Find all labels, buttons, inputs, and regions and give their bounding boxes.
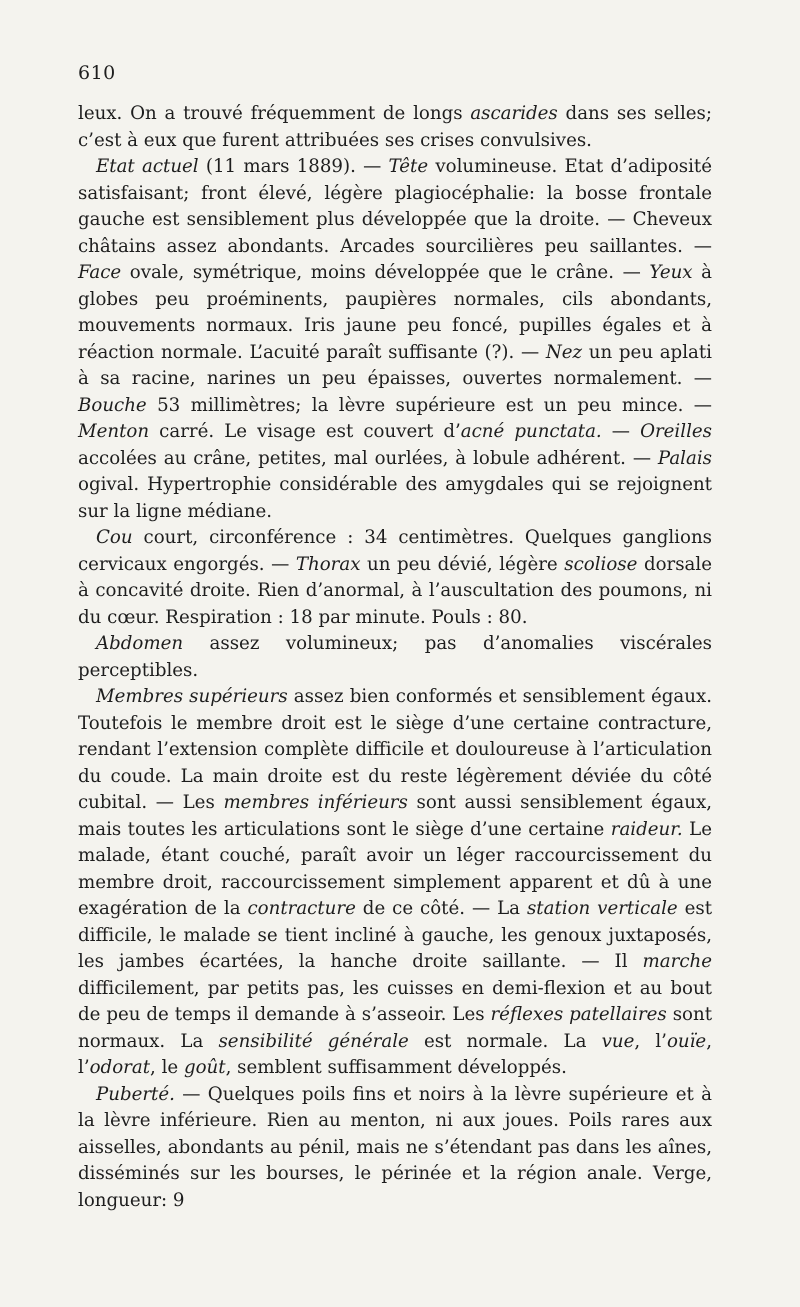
paragraph xyxy=(78,631,712,684)
text-run: à globes peu proéminents, paupières normales, cils abondants, mouvements normaux. Iris jaune peu foncé, pupilles égales et à réaction normale. L’acuité paraît suffisante (?). — xyxy=(78,262,713,363)
text-run: , l’ xyxy=(78,1030,712,1078)
italic-term: Palais xyxy=(657,447,712,469)
italic-term: Cou xyxy=(96,527,133,548)
italic-term: Abdomen xyxy=(96,633,184,654)
text-run: (11 mars 1889). — xyxy=(198,156,389,177)
italic-term: Yeux xyxy=(649,262,693,283)
italic-term: Bouche xyxy=(78,394,147,416)
italic-term: acné punctata. xyxy=(460,421,602,442)
italic-term: ascarides xyxy=(470,103,558,124)
text-run: volumineuse. Etat d’adiposité satisfaisant; front élevé, légère plagiocéphalie: la bosse frontale gauche est sensiblement plus développée que la droite. — Cheveux châtains assez abondants. Arcades sourcilières peu saillantes. — xyxy=(78,156,712,257)
italic-term: scoliose xyxy=(564,553,638,575)
italic-term: raideur. xyxy=(610,818,683,840)
text-run: sont aussi sensiblement égaux, mais toutes les articulations sont le siège d’une certaine xyxy=(78,792,712,840)
text-run: leux. On a trouvé fréquemment de longs xyxy=(78,103,471,124)
paragraph xyxy=(78,525,712,631)
italic-term: Thorax xyxy=(295,553,361,575)
text-run: court, circonférence : 34 centimètres. Quelques ganglions cervicaux engorgés. — xyxy=(78,527,712,575)
text-run: sont normaux. La xyxy=(78,1004,712,1052)
text-run: dorsale à concavité droite. Rien d’anormal, à l’auscultation des poumons, ni du cœur. Respiration : 18 par minute. Pouls : 80. xyxy=(78,553,712,628)
italic-term: sensibilité générale xyxy=(218,1030,409,1052)
italic-term: réflexes patellaires xyxy=(490,1004,667,1025)
text-run: est normale. La xyxy=(408,1030,602,1052)
text-run: ogival. Hypertrophie considérable des amygdales qui se rejoignent sur la ligne médiane. xyxy=(78,474,712,522)
text-run: difficilement, par petits pas, les cuisses en demi-flexion et au bout de peu de temps il demande à s’asseoir. Les xyxy=(78,977,712,1025)
page-number: 610 xyxy=(78,62,116,84)
italic-term: odorat xyxy=(89,1057,150,1078)
body-text xyxy=(78,101,712,1214)
text-run: , le xyxy=(150,1057,184,1078)
text-run: dans ses selles; c’est à eux que furent attribuées ses crises convulsives. xyxy=(78,103,712,151)
text-run: — Quelques poils fins et noirs à la lèvre supérieure et à la lèvre inférieure. Rien au menton, ni aux joues. Poils rares aux aisselles, abondants au pénil, mais ne s’étendant pas dans les aînes, disséminés sur les bourses, le périnée et la région anale. Verge, longueur: 9 xyxy=(78,1083,712,1211)
italic-term: contracture xyxy=(247,898,356,919)
text-run: carré. Le visage est couvert d’ xyxy=(149,421,461,442)
italic-term: Face xyxy=(78,262,122,283)
italic-term: Membres supérieurs xyxy=(96,686,288,707)
paragraph xyxy=(78,684,712,1082)
italic-term: Menton xyxy=(78,421,150,442)
text-run: assez volumineux; pas d’anomalies viscérales perceptibles. xyxy=(78,633,712,681)
paragraph xyxy=(78,1082,712,1215)
italic-term: goût xyxy=(183,1057,226,1078)
text-run: Le malade, étant couché, paraît avoir un léger raccourcissement du membre droit, raccourcissement simplement apparent et dû à une exagération de la xyxy=(78,818,713,919)
text-run: un peu dévié, légère xyxy=(360,553,565,575)
italic-term: membres inférieurs xyxy=(223,792,408,813)
text-run: accolées au crâne, petites, mal ourlées, à lobule adhérent. — xyxy=(78,447,658,469)
italic-term: Nez xyxy=(545,341,583,363)
paragraph xyxy=(78,101,712,154)
text-run: assez bien conformés et sensiblement égaux. Toutefois le membre droit est le siège d’une certaine contracture, rendant l’extension complète difficile et douloureuse à l’articulation du coude. La main droite est du reste légèrement déviée du côté cubital. — Les xyxy=(78,686,712,813)
text-run: 53 millimètres; la lèvre supérieure est un peu mince. — xyxy=(146,394,712,416)
italic-term: vue xyxy=(601,1030,635,1052)
text-run: ovale, symétrique, moins développée que le crâne. — xyxy=(121,262,650,283)
text-run: , semblent suffisamment développés. xyxy=(225,1057,567,1078)
text-run: de ce côté. — La xyxy=(355,898,527,919)
italic-term: station verticale xyxy=(526,898,678,919)
paragraph xyxy=(78,154,712,525)
text-run: , l’ xyxy=(634,1030,667,1052)
italic-term: Etat actuel xyxy=(96,156,199,177)
italic-term: Tête xyxy=(388,156,429,177)
text-run: un peu aplati à sa racine, narines un peu épaisses, ouvertes normalement. — xyxy=(78,341,712,389)
text-run: est difficile, le malade se tient incliné à gauche, les genoux juxtaposés, les jambes écartées, la hanche droite saillante. — Il xyxy=(78,898,713,972)
italic-term: Puberté. xyxy=(96,1083,175,1105)
text-run: — xyxy=(601,421,641,442)
italic-term: marche xyxy=(642,951,712,972)
italic-term: Oreilles xyxy=(640,421,712,442)
italic-term: ouïe xyxy=(666,1030,707,1052)
